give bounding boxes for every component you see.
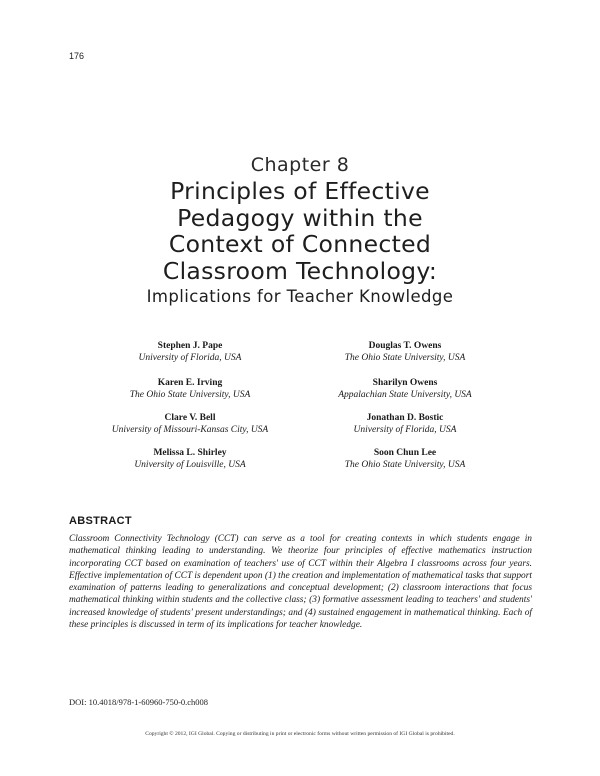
author-affiliation: University of Florida, USA	[138, 353, 242, 363]
author-affiliation: The Ohio State University, USA	[129, 390, 251, 400]
author-name: Karen E. Irving	[157, 378, 223, 388]
author-entry	[275, 412, 535, 436]
abstract-body: Classroom Connectivity Technology (CCT) can serve as a tool for creating contexts in which students engage in mathematical thinking leading to understanding. We theorize four principles of effective mathematics instruction incorporating CCT based on examination of teachers' use of CCT within their Algebra I classrooms across four years. Effective implementation of CCT is dependent upon (1) the creation and implementation of mathematical tasks that support examination of patterns leading to generalizations and conceptual development; (2) classroom interactions that focus mathematical thinking within students and the collective class; (3) formative assessment leading to teachers' and students' increased knowledge of students' present understandings; and (4) sustained engagement in mathematical thinking. Each of these principles is discussed in term of its implications for teacher knowledge.	[69, 534, 532, 631]
doi-text: DOI: 10.4018/978-1-60960-750-0.ch008	[69, 697, 209, 707]
author-name: Jonathan D. Bostic	[366, 413, 444, 423]
author-affiliation: Appalachian State University, USA	[338, 390, 472, 400]
author-entry	[275, 447, 535, 471]
chapter-title-line-4: Classroom Technology:	[162, 256, 438, 285]
chapter-title-line-3: Context of Connected	[168, 230, 432, 258]
chapter-heading	[0, 152, 600, 309]
author-entry	[275, 377, 535, 401]
chapter-subtitle: Implications for Teacher Knowledge	[146, 287, 454, 306]
author-name: Clare V. Bell	[164, 413, 216, 423]
chapter-title-line-2: Pedagogy within the	[177, 203, 423, 232]
author-name: Sharilyn Owens	[372, 378, 438, 388]
author-name: Douglas T. Owens	[368, 341, 442, 351]
author-affiliation: The Ohio State University, USA	[344, 460, 466, 470]
author-name: Melissa L. Shirley	[153, 448, 227, 458]
chapter-title-line-1: Principles of Effective	[170, 177, 430, 205]
page-number: 176	[69, 51, 85, 61]
author-affiliation: University of Missouri-Kansas City, USA	[111, 425, 269, 435]
author-affiliation: The Ohio State University, USA	[344, 353, 466, 363]
author-affiliation: University of Louisville, USA	[134, 460, 246, 470]
chapter-label: Chapter 8	[250, 154, 350, 176]
author-name: Stephen J. Pape	[157, 341, 223, 351]
abstract-heading: ABSTRACT	[69, 515, 132, 527]
author-entry	[275, 340, 535, 364]
author-name: Soon Chun Lee	[373, 448, 437, 458]
copyright-notice: Copyright © 2012, IGI Global. Copying or distributing in print or electronic forms without written permission of IGI Global is prohibited.	[145, 731, 455, 737]
author-affiliation: University of Florida, USA	[353, 425, 457, 435]
